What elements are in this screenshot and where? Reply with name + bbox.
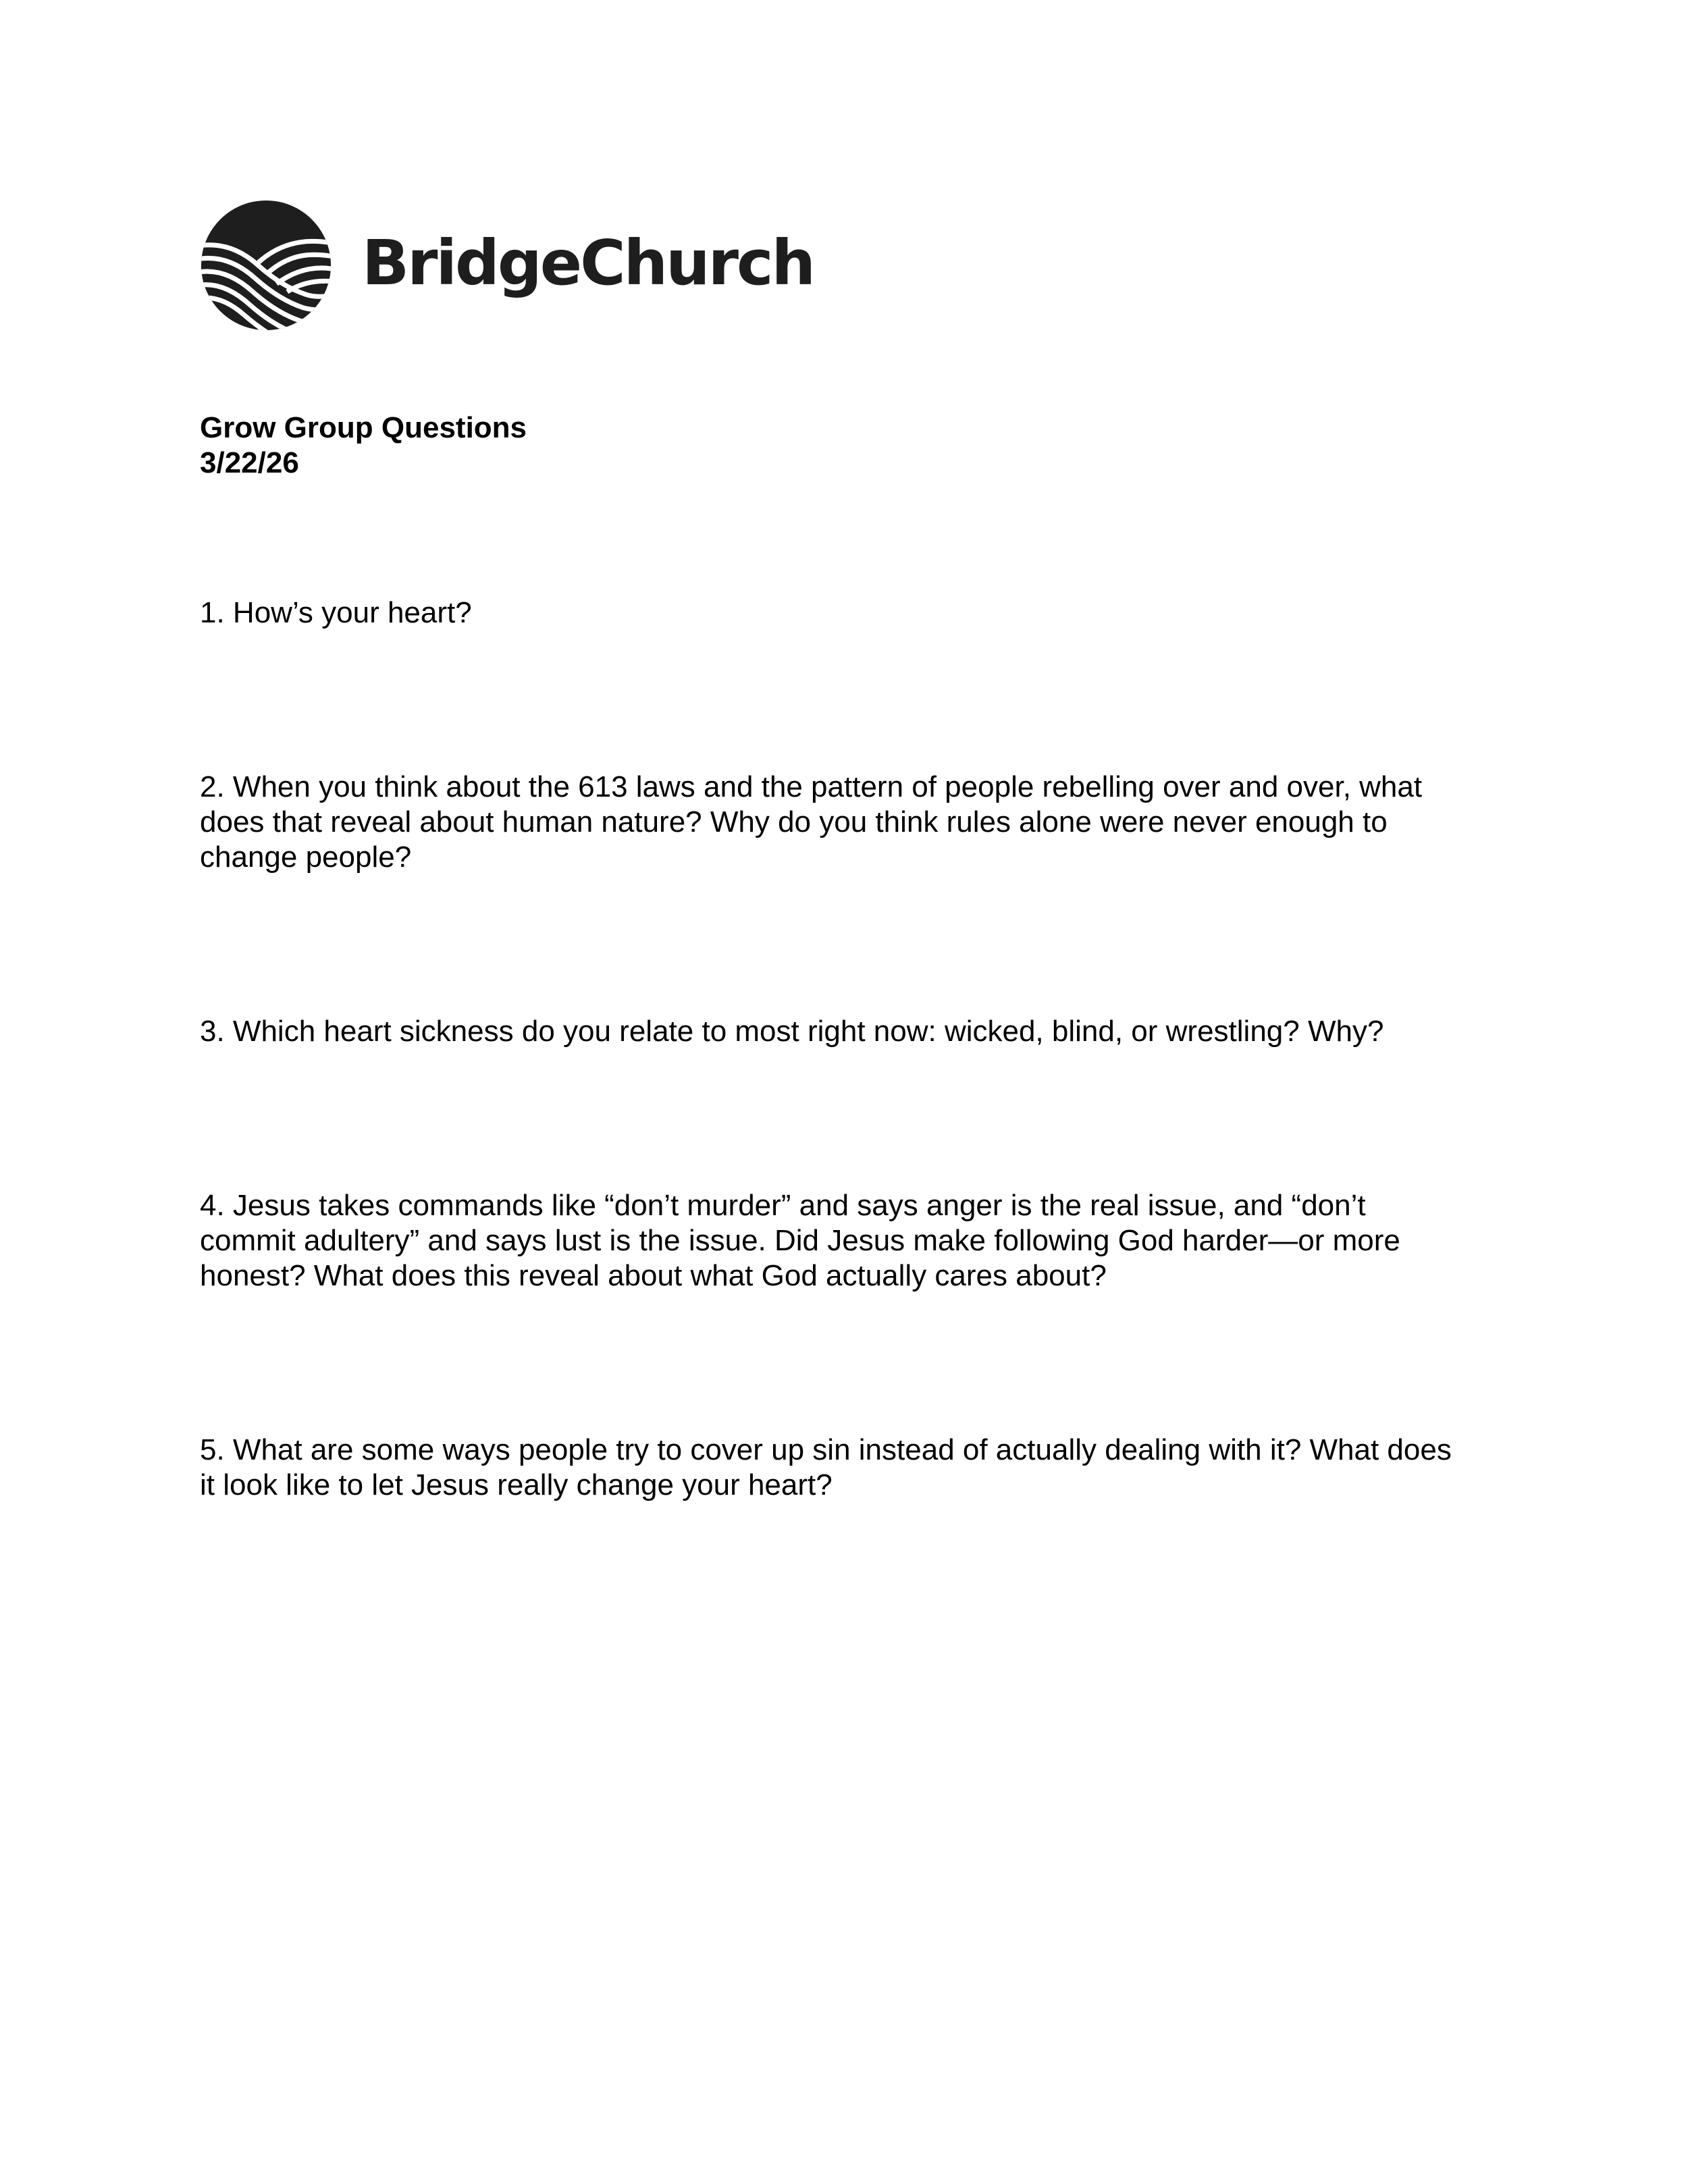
question-3 — [200, 1014, 1496, 1049]
question-line: 1. How’s your heart? — [200, 596, 472, 629]
question-line: change people? — [200, 841, 412, 874]
church-logo — [200, 199, 814, 334]
question-line: 2. When you think about the 613 laws and the pattern of people rebelling over and over, what — [200, 770, 1423, 803]
document-date: 3/22/26 — [200, 446, 299, 479]
question-line: 5. What are some ways people try to cover up sin instead of actually dealing with it? What does — [200, 1433, 1452, 1466]
question-line: it look like to let Jesus really change your heart? — [200, 1468, 833, 1501]
question-line: commit adultery” and says lust is the issue. Did Jesus make following God harder—or more — [200, 1224, 1400, 1257]
question-line: does that reveal about human nature? Why do you think rules alone were never enough to — [200, 805, 1388, 838]
question-line: honest? What does this reveal about what God actually cares about? — [200, 1259, 1107, 1292]
question-5 — [200, 1433, 1496, 1503]
question-line: 4. Jesus takes commands like “don’t murder” and says anger is the real issue, and “don’t — [200, 1189, 1366, 1222]
question-1 — [200, 595, 1496, 631]
question-4 — [200, 1188, 1496, 1294]
document-header — [200, 410, 527, 481]
bridge-logo-icon — [200, 199, 332, 331]
question-2 — [200, 770, 1496, 875]
question-line: 3. Which heart sickness do you relate to most right now: wicked, blind, or wrestling? Why? — [200, 1015, 1384, 1048]
logo-wordmark: BridgeChurch — [362, 227, 814, 299]
document-title: Grow Group Questions — [200, 411, 527, 444]
